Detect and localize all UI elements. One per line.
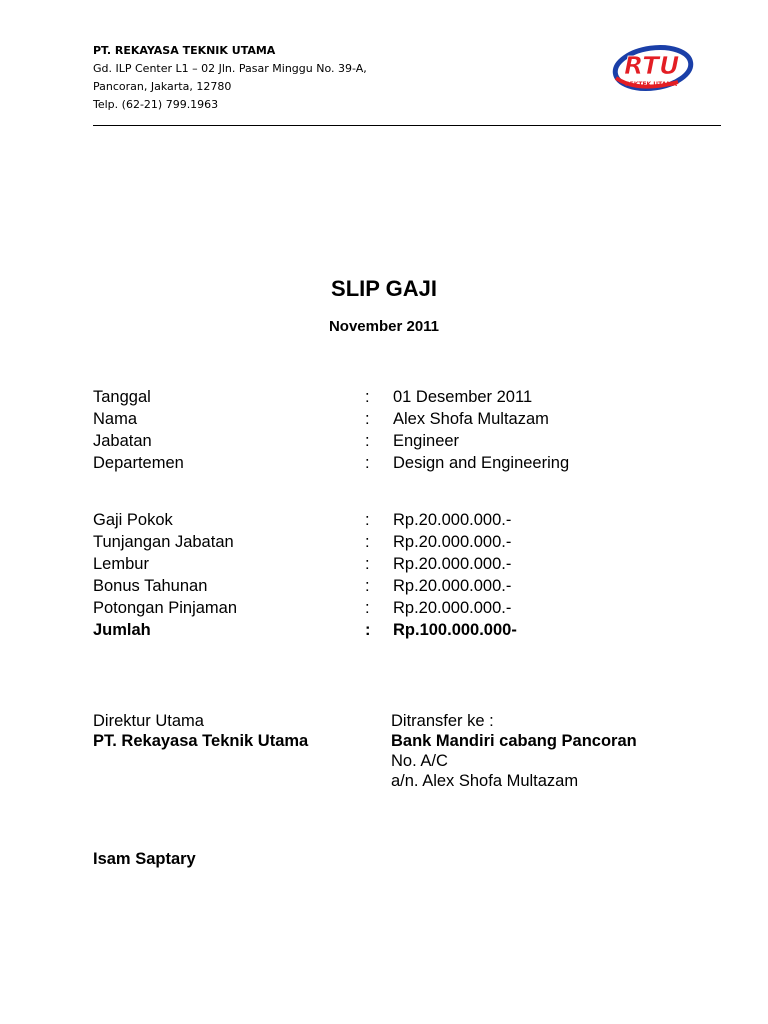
salary-colon: : <box>365 577 370 595</box>
salary-row-tunjangan <box>93 531 733 553</box>
salary-row-bonus <box>93 575 733 597</box>
transfer-heading: Ditransfer ke : <box>391 712 494 730</box>
signatory-company: PT. Rekayasa Teknik Utama <box>93 732 309 750</box>
info-row-jabatan <box>93 430 733 452</box>
signatory-name: Isam Saptary <box>93 850 196 868</box>
signatory-role: Direktur Utama <box>93 712 204 730</box>
company-header <box>93 42 367 114</box>
salary-row-lembur <box>93 553 733 575</box>
info-label: Jabatan <box>93 432 152 450</box>
salary-value: Rp.20.000.000.- <box>393 511 512 529</box>
company-address-line2: Pancoran, Jakarta, 12780 <box>93 80 232 93</box>
company-phone: Telp. (62-21) 799.1963 <box>93 98 219 111</box>
rtu-logo <box>608 38 694 98</box>
salary-label: Tunjangan Jabatan <box>93 533 234 551</box>
info-row-nama <box>93 408 733 430</box>
salary-colon: : <box>365 599 370 617</box>
company-address-line1: Gd. ILP Center L1 – 02 Jln. Pasar Minggu No. 39-A, <box>93 62 367 75</box>
info-colon: : <box>365 410 370 428</box>
info-value: 01 Desember 2011 <box>393 388 533 406</box>
info-value: Engineer <box>393 432 460 450</box>
salary-row-potongan <box>93 597 733 619</box>
info-colon: : <box>365 454 370 472</box>
transfer-account: No. A/C <box>391 752 448 770</box>
salary-label: Lembur <box>93 555 149 573</box>
salary-value: Rp.20.000.000.- <box>393 533 512 551</box>
total-colon: : <box>365 621 371 639</box>
salary-label: Gaji Pokok <box>93 511 173 529</box>
info-colon: : <box>365 432 370 450</box>
info-label: Nama <box>93 410 138 428</box>
salary-label: Potongan Pinjaman <box>93 599 238 617</box>
info-row-departemen <box>93 452 733 474</box>
info-value: Alex Shofa Multazam <box>393 410 549 428</box>
salary-value: Rp.20.000.000.- <box>393 577 512 595</box>
total-value: Rp.100.000.000- <box>393 621 517 639</box>
logo-subtext: REKTEK UTAMA <box>625 81 678 88</box>
info-value: Design and Engineering <box>393 454 570 472</box>
transfer-block <box>391 711 637 791</box>
salary-colon: : <box>365 555 370 573</box>
info-colon: : <box>365 388 370 406</box>
company-name: PT. REKAYASA TEKNIK UTAMA <box>93 44 276 57</box>
total-label: Jumlah <box>93 621 151 639</box>
salary-colon: : <box>365 511 370 529</box>
salary-value: Rp.20.000.000.- <box>393 555 512 573</box>
salary-row-gaji-pokok <box>93 509 733 531</box>
pay-period: November 2011 <box>328 318 440 335</box>
info-label: Departemen <box>93 454 184 472</box>
salary-colon: : <box>365 533 370 551</box>
logo-text: RTU <box>624 51 680 80</box>
salary-row-total <box>93 619 733 641</box>
info-label: Tanggal <box>93 388 151 406</box>
transfer-bank: Bank Mandiri cabang Pancoran <box>391 732 637 750</box>
transfer-holder: a/n. Alex Shofa Multazam <box>391 772 579 790</box>
document-title: SLIP GAJI <box>331 276 437 301</box>
salary-value: Rp.20.000.000.- <box>393 599 512 617</box>
info-row-tanggal <box>93 386 733 408</box>
signatory-block <box>93 711 308 751</box>
header-divider <box>93 125 721 126</box>
salary-label: Bonus Tahunan <box>93 577 208 595</box>
